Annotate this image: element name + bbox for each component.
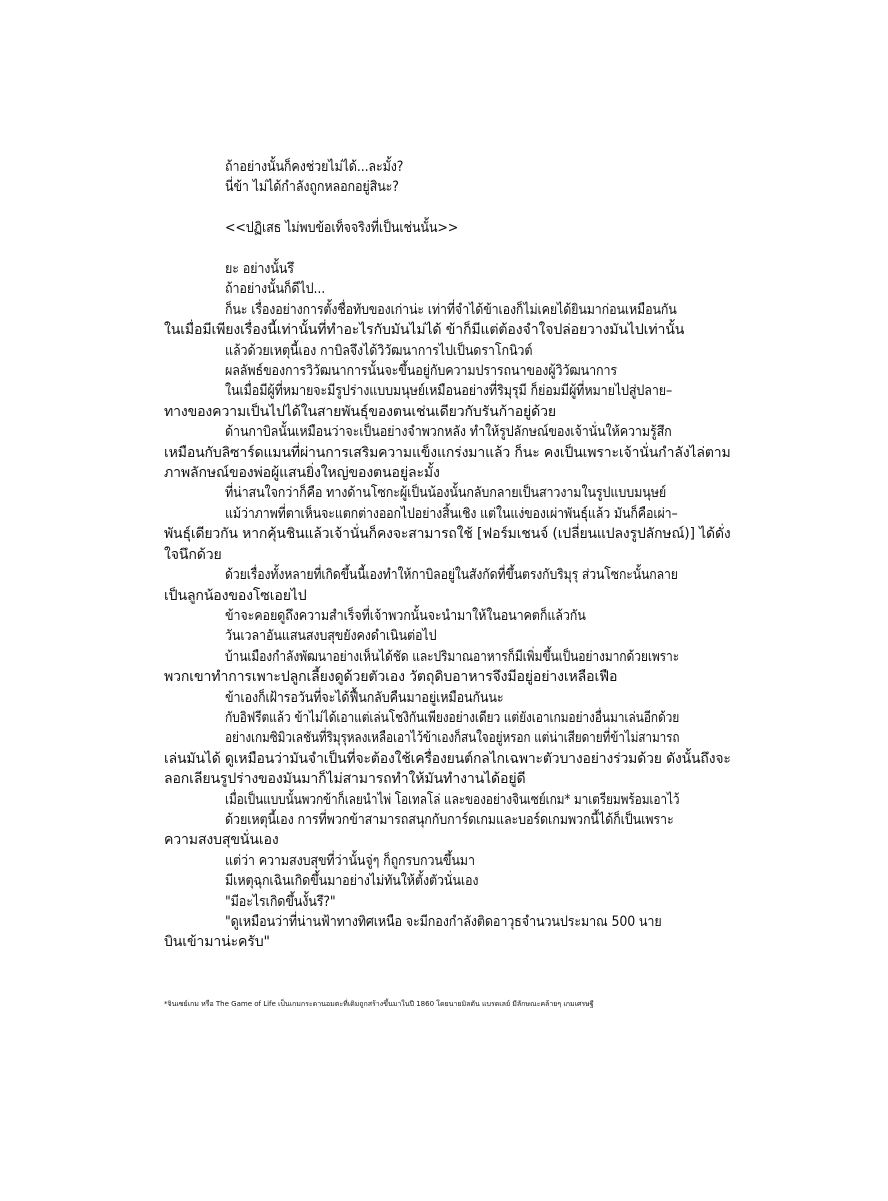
text-line: ถ้าอย่างนั้นก็คงช่วยไม่ได้...ละมั้ง? xyxy=(225,159,404,175)
text-line: ข้าเองก็เฝ้ารอวันที่จะได้ฟื้นกลับคืนมาอยู่เหมือนกันนะ xyxy=(225,689,504,706)
text-line: ผลลัพธ์ของการวิวัฒนาการนั้นจะขึ้นอยู่กับความปรารถนาของผู้วิวัฒนาการ xyxy=(225,363,618,380)
text-line: ในเมื่อมีเพียงเรื่องนี้เท่านั้นที่ทำอะไรกับมันไม่ได้ ข้าก็มีแต่ต้องจำใจปล่อยวางมันไปเท่านั้น xyxy=(164,322,685,339)
text-line: แม้ว่าภาพที่ตาเห็นจะแตกต่างออกไปอย่างสิ้นเชิง แต่ในแง่ของเผ่าพันธุ์แล้ว มันก็คือเผ่า– xyxy=(225,505,678,522)
text-line: วันเวลาอันแสนสงบสุขยังคงดำเนินต่อไป xyxy=(225,628,437,645)
text-line: เมื่อเป็นแบบนั้นพวกข้าก็เลยนำไพ่ โอเทลโล่ และของอย่างจินเซย์เกม* มาเตรียมพร้อมเอาไว้ xyxy=(225,791,680,808)
text-line: บินเข้ามาน่ะครับ" xyxy=(164,934,270,951)
text-line: ที่น่าสนใจกว่าก็คือ ทางด้านโซกะผู้เป็นน้องนั้นกลับกลายเป็นสาวงามในรูปแบบมนุษย์ xyxy=(225,485,667,502)
text-line: ข้าจะคอยดูถึงความสำเร็จที่เจ้าพวกนั้นจะนำมาให้ในอนาคตก็แล้วกัน xyxy=(225,607,586,624)
text-line: ยะ อย่างนั้นรึ xyxy=(225,261,294,277)
body-text xyxy=(164,157,731,953)
text-line: เล่นมันได้ ดูเหมือนว่ามันจำเป็นที่จะต้องใช้เครื่องยนต์กลไกเฉพาะตัวบางอย่างร่วมด้วย ดังนั้นถึงจะ xyxy=(164,750,731,767)
blank-line xyxy=(164,239,731,259)
text-line: อย่างเกมซิมิวเลชันที่ริมุรุหลงเหลือเอาไว้ข้าเองก็สนใจอยู่หรอก แต่น่าเสียดายที่ข้าไม่สามารถ xyxy=(225,730,680,747)
text-line: แล้วด้วยเหตุนี้เอง กาบิลจึงได้วิวัฒนาการไปเป็นดราโกนิวต์ xyxy=(225,342,533,359)
text-line: พันธุ์เดียวกัน หากคุ้นชินแล้วเจ้านั่นก็คงจะสามารถใช้ [ฟอร์มเชนจ์ (เปลี่ยนแปลงรูปลักษณ์)] ได้ดั่ง xyxy=(164,526,731,543)
text-line: "ดูเหมือนว่าที่น่านฟ้าทางทิศเหนือ จะมีกองกำลังติดอาวุธจำนวนประมาณ 500 นาย xyxy=(225,914,662,930)
text-line: "มีอะไรเกิดขึ้นงั้นรึ?" xyxy=(225,893,336,910)
text-line: ด้วยเหตุนี้เอง การที่พวกข้าสามารถสนุกกับการ์ดเกมและบอร์ดเกมพวกนี้ได้ก็เป็นเพราะ xyxy=(225,811,674,828)
text-line: ใจนึกด้วย xyxy=(164,546,222,563)
text-line: แต่ว่า ความสงบสุขที่ว่านั้นจู่ๆ ก็ถูกรบกวนขึ้นมา xyxy=(225,852,475,869)
text-line: เหมือนกับลิซาร์ดแมนที่ผ่านการเสริมความแข็งแกร่งมาแล้ว ก็นะ คงเป็นเพราะเจ้านั่นกำลังไล่ตาม xyxy=(164,444,731,461)
footnote: *จินเซย์เกม หรือ The Game of Life เป็นเกมกระดานอมตะที่เดิมถูกสร้างขึ้นมาในปี 1860 โดยนายมิลตัน แบรดเลย์ มีลักษณะคล้ายๆ เกมเศรษฐี xyxy=(164,999,594,1008)
text-line: กับอิฟรีตแล้ว ข้าไม่ได้เอาแต่เล่นโชงิกันเพียงอย่างเดียว แต่ยังเอาเกมอย่างอื่นมาเล่นอีกด้วย xyxy=(225,709,680,726)
text-line: <<ปฏิเสธ ไม่พบข้อเท็จจริงที่เป็นเช่นนั้น>> xyxy=(225,220,459,237)
text-line: บ้านเมืองกำลังพัฒนาอย่างเห็นได้ชัด และปริมาณอาหารก็มีเพิ่มขึ้นเป็นอย่างมากด้วยเพราะ xyxy=(225,648,680,665)
text-line: เป็นลูกน้องของโซเอยไป xyxy=(164,587,307,604)
text-line: ในเมื่อมีผู้ที่หมายจะมีรูปร่างแบบมนุษย์เหมือนอย่างที่ริมุรุมี ก็ย่อมมีผู้ที่หมายไปสู่ปลาย– xyxy=(225,383,673,400)
text-line: พวกเขาทำการเพาะปลูกเลี้ยงดูด้วยตัวเอง วัตถุดิบอาหารจึงมีอยู่อย่างเหลือเฟือ xyxy=(164,669,618,686)
text-line: ก็นะ เรื่องอย่างการตั้งชื่อทับของเก่าน่ะ เท่าที่จำได้ข้าเองก็ไม่เคยได้ยินมาก่อนเหมือนกัน xyxy=(225,301,677,318)
text-line: นี่ข้า ไม่ได้กำลังถูกหลอกอยู่สินะ? xyxy=(225,179,399,196)
text-line: ด้วยเรื่องทั้งหลายที่เกิดขึ้นนี้เองทำให้กาบิลอยู่ในสังกัดที่ขึ้นตรงกับริมุรุ ส่วนโซกะนั้นกลาย xyxy=(225,567,678,584)
text-line: ภาพลักษณ์ของพ่อผู้แสนยิ่งใหญ่ของตนอยู่ละมั้ง xyxy=(164,465,440,482)
text-line: ทางของความเป็นไปได้ในสายพันธุ์ของตนเช่นเดียวกับรันก้าอยู่ด้วย xyxy=(164,403,557,420)
text-line: ด้านกาบิลนั้นเหมือนว่าจะเป็นอย่างจำพวกหลัง ทำให้รูปลักษณ์ของเจ้านั่นให้ความรู้สึก xyxy=(225,424,672,441)
text-line: ลอกเลียนรูปร่างของมันมาก็ไม่สามารถทำให้มันทำงานได้อยู่ดี xyxy=(164,771,526,788)
text-line: ความสงบสุขนั่นเอง xyxy=(164,832,279,849)
blank-line xyxy=(164,198,731,218)
text-line: มีเหตุฉุกเฉินเกิดขึ้นมาอย่างไม่ทันให้ตั้งตัวนั่นเอง xyxy=(225,873,479,890)
text-line: ถ้าอย่างนั้นก็ดีไป... xyxy=(225,281,326,298)
